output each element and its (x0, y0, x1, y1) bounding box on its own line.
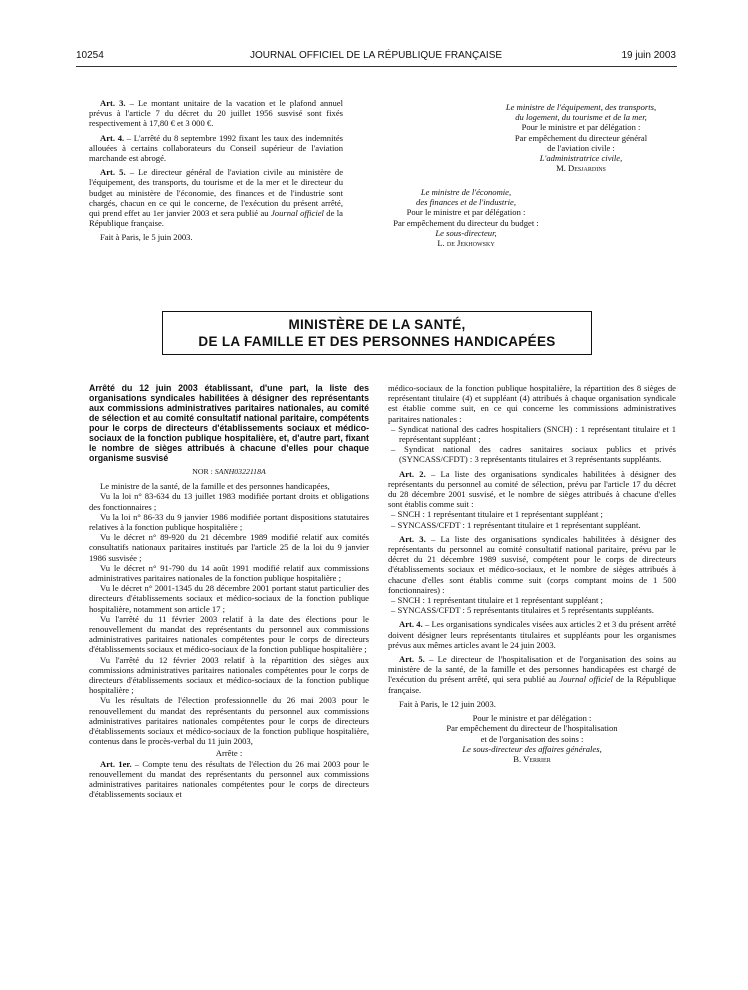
article-5: Art. 5. – Le directeur général de l'aviation civile au ministère de l'équipement, des transports, du tourisme et de la mer et le directeur du budget au ministère de l'économie, des finances et de l'industrie sont chargés, chacun en ce qui le concerne, de l'exécution du présent arrêté, qui prend effet au 1er janvier 2003 et sera publié au Journal officiel de la République française. (89, 167, 344, 229)
arrete-heading: Arrête : (215, 748, 243, 759)
visa-8: Vu les résultats de l'élection professionnelle du 26 mai 2003 pour le renouvellement du mandat des représentants du personnel aux commissions administratives paritaires nationales compétentes pour le corps de directeurs d'établissements sociaux et médico-sociaux de la fonction publique hospitalière, contenus dans le procès-verbal du 11 juin 2003, (89, 695, 369, 747)
decree-signature: Pour le ministre et par délégation : Par empêchement du directeur de l'hospitalisation et de l'organisation des soins : Le sous-directeur des affaires générales, B. Verrier (446, 713, 618, 764)
list-item: – SYNCASS/CFDT : 5 représentants titulaires et 5 représentants suppléants. (391, 605, 654, 616)
ministry-line-2: DE LA FAMILLE ET DES PERSONNES HANDICAPÉES (198, 334, 556, 349)
visa-6: Vu l'arrêté du 11 février 2003 relatif à la date des élections pour le renouvellement du mandat des représentants du personnel aux commissions administratives paritaires nationales compétentes pour le corps de directeurs d'établissements sociaux et médico-sociaux de la fonction publique hospitalière ; (89, 613, 369, 655)
article-3-decree: Art. 3. – La liste des organisations syndicales habilitées à désigner des représentants du personnel au comité consultatif national paritaire, prévu par le décret du 21 décembre 1989 susvisé, compétent pour le corps de directeurs d'établissements sociaux et médico-sociaux, et le nombre de sièges attribués à chacune d'elles sont établis comme suit (corps comptant moins de 1 500 fonctionnaires) : (388, 533, 677, 595)
fait-a-paris: Fait à Paris, le 5 juin 2003. (100, 232, 193, 243)
ministry-line-1: MINISTÈRE DE LA SANTÉ, (288, 317, 466, 332)
list-item: – SNCH : 1 représentant titulaire et 1 représentant suppléant ; (391, 509, 603, 520)
article-3: Art. 3. – Le montant unitaire de la vacation et le plafond annuel prévus à l'article 7 du décret du 20 juillet 1956 susvisé sont fixés respectivement à 17,80 € et 3 000 €. (89, 98, 344, 129)
decree-intro: Le ministre de la santé, de la famille et des personnes handicapées, (100, 481, 330, 492)
visa-7: Vu l'arrêté du 12 février 2003 relatif à la répartition des sièges aux commissions administratives paritaires nationales compétentes pour le corps de directeurs d'établissements sociaux et médico-sociaux de la fonction publique hospitalière ; (89, 654, 369, 696)
top-left-column (89, 98, 343, 247)
article-4-decree: Art. 4. – Les organisations syndicales visées aux articles 2 et 3 du présent arrêté doivent désigner leurs représentants titulaires et suppléants pour les organismes prévus aux mêmes articles avant le 24 juin 2003. (388, 619, 676, 650)
visa-5: Vu le décret n° 2001-1345 du 28 décembre 2001 portant statut particulier des directeurs d'établissements sociaux et médico-sociaux de la fonction publique hospitalière, notamment son article 17 ; (89, 583, 369, 614)
page-header (76, 50, 676, 64)
visa-3: Vu le décret n° 89-920 du 21 décembre 1989 modifié relatif aux comités consultatifs nationaux paritaires institués par l'article 25 de la loi du 9 janvier 1986 susvisée ; (89, 532, 369, 563)
journal-title: JOURNAL OFFICIEL DE LA RÉPUBLIQUE FRANÇAISE (249, 50, 503, 61)
page-number: 10254 (76, 50, 104, 61)
article-1: Art. 1er. – Compte tenu des résultats de l'élection du 26 mai 2003 pour le renouvellement du mandat des représentants du personnel aux commissions administratives paritaires nationales compétentes pour le corps de directeurs d'établissements sociaux et (89, 758, 369, 800)
visa-1: Vu la loi n° 83-634 du 13 juillet 1983 modifiée portant droits et obligations des fonctionnaires ; (89, 491, 369, 512)
signature-block-1: Le ministre de l'équipement, des transports, du logement, du tourisme et de la mer, Pour le ministre et par délégation : Par empêchement du directeur général de l'aviation civile : L'administratrice civile, M. Desjardins (505, 102, 657, 174)
decree-title: Arrêté du 12 juin 2003 établissant, d'une part, la liste des organisations syndicales habilitées à désigner des représentants aux commissions administratives paritaires nationales, au comité de sélection et au comité consultatif national paritaire, compétents pour le corps de directeurs d'établissements sociaux et médico-sociaux de la fonction publique hospitalière, et, d'autre part, fixant le nombre de sièges attribués à chacune d'elles pour chaque organisme susvisé (89, 383, 369, 463)
list-item: – SYNCASS/CFDT : 1 représentant titulaire et 1 représentant suppléant. (391, 519, 641, 530)
article-2: Art. 2. – La liste des organisations syndicales habilitées à désigner des représentants du personnel au comité de sélection, prévu par l'article 17 du décret du 28 décembre 2001 susvisé, et le nombre de sièges attribués à chacune d'elles sont établis comme suit : (388, 468, 677, 510)
article-2-list (388, 509, 676, 529)
decree-right-column (388, 383, 676, 764)
ministry-heading-box (162, 311, 592, 355)
fait-a-paris-decree: Fait à Paris, le 12 juin 2003. (399, 698, 496, 709)
visa-4: Vu le décret n° 91-790 du 14 août 1991 modifié relatif aux commissions administratives paritaires nationales de la fonction publique hospitalière ; (89, 562, 369, 584)
article-1-continued: médico-sociaux de la fonction publique hospitalière, la répartition des 8 sièges de représentant titulaire (4) et suppléant (4) attribués à chaque organisation syndicale est établie comme suit, en ce qui concerne les commissions administratives paritaires nationales : (388, 383, 676, 424)
signature-block-2: Le ministre de l'économie, des finances et de l'industrie, Pour le ministre et par délégation : Par empêchement du directeur du budget : Le sous-directeur, L. de Jekhowsky (393, 187, 539, 249)
issue-date: 19 juin 2003 (621, 50, 676, 61)
decree-left-column (89, 383, 369, 800)
list-item: – Syndicat national des cadres hospitaliers (SNCH) : 1 représentant titulaire et 1 représentant suppléant ; (391, 423, 676, 445)
list-item: – SNCH : 1 représentant titulaire et 1 représentant suppléant ; (391, 595, 603, 606)
article-1-list (388, 424, 676, 465)
article-5-decree: Art. 5. – Le directeur de l'hospitalisation et de l'organisation des soins au ministère de la santé, de la famille et des personnes handicapées est chargé de l'exécution du présent arrêté, qui sera publié au Journal officiel de la République française. (388, 654, 676, 695)
article-4: Art. 4. – L'arrêté du 8 septembre 1992 fixant les taux des indemnités allouées à certains collaborateurs du Conseil supérieur de l'aviation marchande est abrogé. (89, 132, 343, 164)
article-3-list (388, 595, 676, 615)
nor-reference: NOR : SANH0322118A (192, 467, 266, 476)
visa-2: Vu la loi n° 86-33 du 9 janvier 1986 modifiée portant dispositions statutaires relatives à la fonction publique hospitalière ; (89, 511, 369, 533)
header-rule (76, 66, 677, 67)
list-item: – Syndicat national des cadres sanitaires sociaux publics et privés (SYNCASS/CFDT) : 3 représentants titulaires et 3 représentants suppléants. (391, 444, 676, 465)
